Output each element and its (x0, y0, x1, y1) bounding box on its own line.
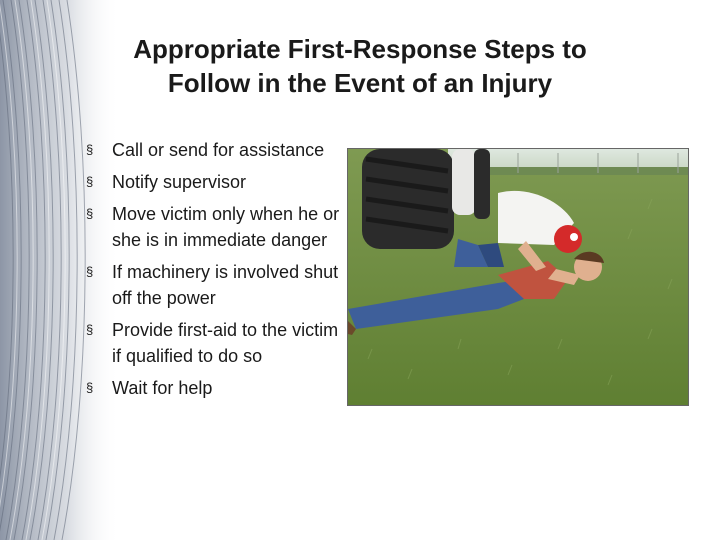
bullet-item (84, 201, 346, 253)
bullet-item (84, 137, 346, 163)
bullet-text: Provide first-aid to the victim if qualified to do so (112, 320, 339, 366)
bullet-text: Wait for help (112, 378, 213, 398)
bullet-text: Call or send for assistance (112, 140, 325, 160)
square-bullet-icon: § (86, 264, 94, 279)
first-aid-photo-illustration (348, 149, 688, 405)
square-bullet-icon: § (86, 380, 94, 395)
square-bullet-icon: § (86, 322, 94, 337)
square-bullet-icon: § (86, 142, 94, 157)
bullet-item (84, 375, 346, 401)
square-bullet-icon: § (86, 206, 94, 221)
slide-title-line: Appropriate First-Response Steps to (133, 34, 587, 64)
first-aid-photo (347, 148, 689, 406)
bullet-text: If machinery is involved shut off the power (112, 262, 339, 308)
bullet-list (84, 137, 346, 407)
slide-title-line: Follow in the Event of an Injury (167, 68, 553, 98)
bullet-item (84, 169, 346, 195)
square-bullet-icon: § (86, 174, 94, 189)
bullet-item (84, 317, 346, 369)
bullet-text: Notify supervisor (112, 172, 247, 192)
bullet-text: Move victim only when he or she is in immediate danger (112, 204, 340, 250)
slide-title (100, 32, 620, 100)
bullet-item (84, 259, 346, 311)
